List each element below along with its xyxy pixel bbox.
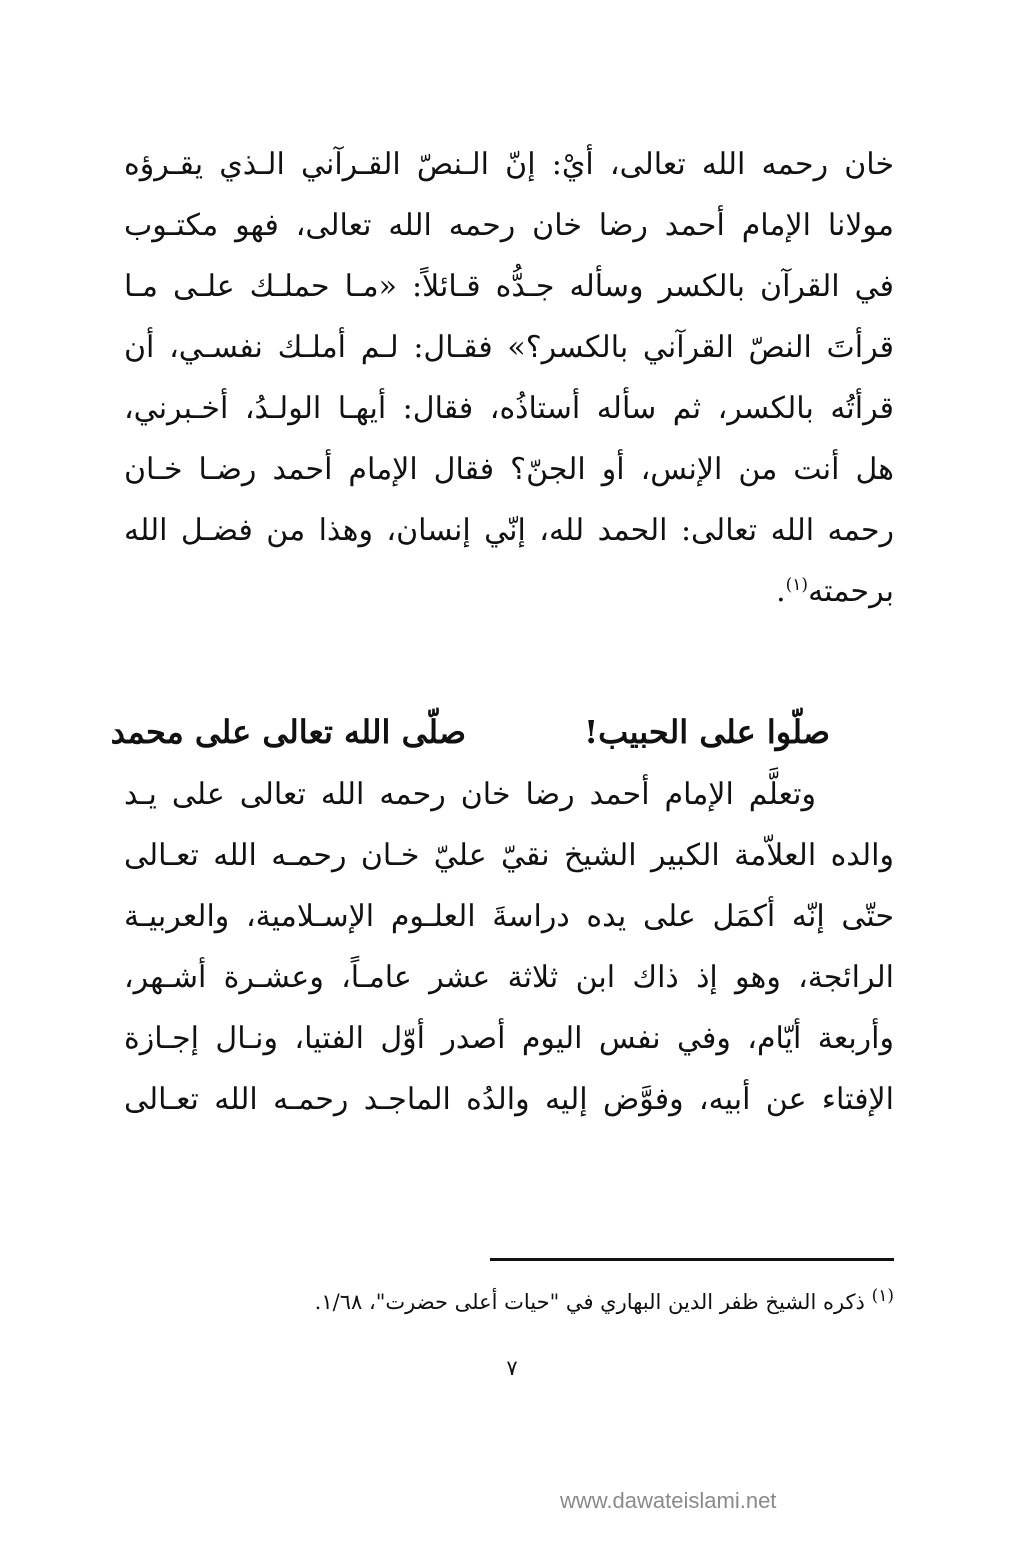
paragraph-2 <box>124 764 894 1130</box>
footnote-marker: (١) <box>871 1286 894 1306</box>
text-line: والده العلاّمة الكبير الشيخ نقيّ عليّ خـان رحمـه الله تعـالى <box>124 838 894 873</box>
footnote-text: ذكره الشيخ ظفر الدين البهاري في "حيات أعلى حضرت"، ١/٦٨. <box>314 1290 865 1314</box>
text-line-last <box>124 561 894 622</box>
page-number: ٧ <box>506 1356 518 1380</box>
text-line: رحمه الله تعالى: الحمد لله، إنّي إنسان، وهذا من فضـل الله <box>124 513 894 548</box>
text-line: في القرآن بالكسر وسأله جـدُّه قـائلاً: «مـا حملـك علـى مـا <box>124 269 894 304</box>
section-heading <box>110 702 894 762</box>
footnote <box>124 1282 894 1322</box>
text-line: وتعلَّم الإمام أحمد رضا خان رحمه الله تعالى على يـد <box>124 777 816 812</box>
website-url: www.dawateislami.net <box>560 1488 777 1513</box>
heading-salutation: صلّوا على الحبيب! <box>584 713 830 751</box>
heading-blessing: صلّى الله تعالى على محمد <box>110 713 466 751</box>
text-line: قرأتَ النصّ القرآني بالكسر؟» فقـال: لـم أملـك نفسـي، أن <box>124 330 894 365</box>
text-line: خان رحمه الله تعالى، أيْ: إنّ الـنصّ القـرآني الـذي يقـرؤه <box>124 147 894 182</box>
footnote-divider <box>490 1258 894 1261</box>
text-line: حتّى إنّه أكمَل على يده دراسةَ العلـوم الإسـلامية، والعربيـة <box>124 899 894 934</box>
paragraph-1 <box>124 134 894 622</box>
text-line: الإفتاء عن أبيه، وفوَّض إليه والدُه الماجـد رحمـه الله تعـالى <box>124 1082 894 1117</box>
text-fragment: برحمته <box>808 574 894 609</box>
text-line: مولانا الإمام أحمد رضا خان رحمه الله تعالى، فهو مكتـوب <box>124 208 894 243</box>
footnote-reference: (١) <box>785 575 809 595</box>
text-line: وأربعة أيّام، وفي نفس اليوم أصدر أوّل الفتيا، ونـال إجـازة <box>124 1021 894 1056</box>
text-line: الرائجة، وهو إذ ذاك ابن ثلاثة عشر عامـاً، وعشـرة أشـهر، <box>124 960 894 995</box>
text-line: قرأتُه بالكسر، ثم سأله أستاذُه، فقال: أيهـا الولـدُ، أخـبرني، <box>124 391 894 426</box>
ending-punctuation: . <box>776 574 786 609</box>
text-line: هل أنت من الإنس، أو الجنّ؟ فقال الإمام أحمد رضـا خـان <box>124 452 894 487</box>
